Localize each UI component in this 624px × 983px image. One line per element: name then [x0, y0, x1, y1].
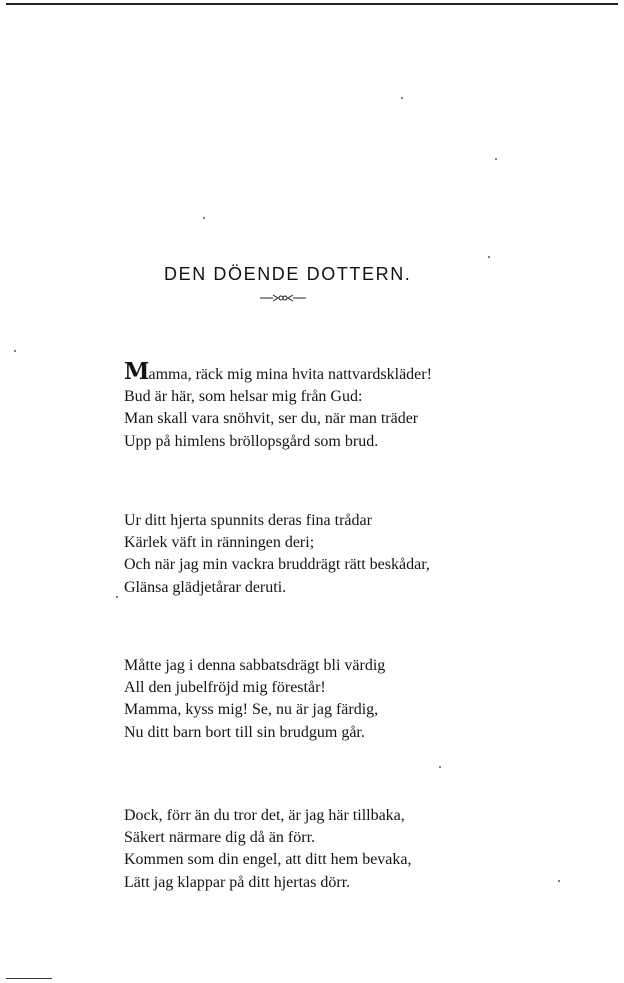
poem-line: All den jubelfröjd mig förestår! — [124, 679, 326, 697]
first-line-text: amma, räck mig mina hvita nattvardskläder! — [148, 366, 432, 383]
poem-line: Säkert närmare dig då än förr. — [124, 829, 316, 847]
stanza-3 — [124, 655, 385, 744]
poem-line: Mamma, kyss mig! Se, nu är jag färdig, — [124, 701, 379, 719]
scan-speck — [488, 256, 490, 258]
poem-line: Bud är här, som helsar mig från Gud: — [124, 388, 363, 406]
poem-line: Kommen som din engel, att ditt hem bevaka, — [124, 851, 412, 869]
bottom-edge-rule — [6, 978, 52, 979]
poem-line: Kärlek väft in ränningen deri; — [124, 534, 315, 552]
drop-cap-initial: M — [124, 358, 149, 385]
stanza-2 — [124, 510, 430, 599]
poem-line: Nu ditt barn bort till sin brudgum går. — [124, 723, 365, 741]
scan-speck — [116, 596, 118, 598]
fleuron-rule-icon — [259, 293, 307, 303]
scan-speck — [439, 766, 441, 768]
poem-line: Upp på himlens bröllopsgård som brud. — [124, 432, 379, 450]
poem-line — [124, 358, 432, 386]
scan-speck — [558, 880, 560, 882]
top-border-rule — [6, 3, 618, 5]
scan-speck — [203, 217, 205, 219]
scan-speck — [495, 158, 497, 160]
stanza-1 — [124, 358, 432, 453]
poem-line: Och när jag min vackra bruddrägt rätt beskådar, — [124, 556, 430, 574]
poem-line: Dock, förr än du tror det, är jag här tillbaka, — [124, 807, 405, 824]
poem-line: Lätt jag klappar på ditt hjertas dörr. — [124, 873, 351, 891]
scan-speck — [14, 350, 16, 352]
poem-line: Man skall vara snöhvit, ser du, när man träder — [124, 410, 419, 428]
poem-line: Ur ditt hjerta spunnits deras fina trådar — [124, 512, 372, 529]
poem-line: Måtte jag i denna sabbatsdrägt bli värdig — [124, 657, 386, 674]
poem-title: DEN DÖENDE DOTTERN. — [164, 264, 412, 285]
stanza-4 — [124, 805, 412, 894]
poem-line: Glänsa glädjetårar deruti. — [124, 578, 287, 596]
scan-speck — [401, 97, 403, 99]
